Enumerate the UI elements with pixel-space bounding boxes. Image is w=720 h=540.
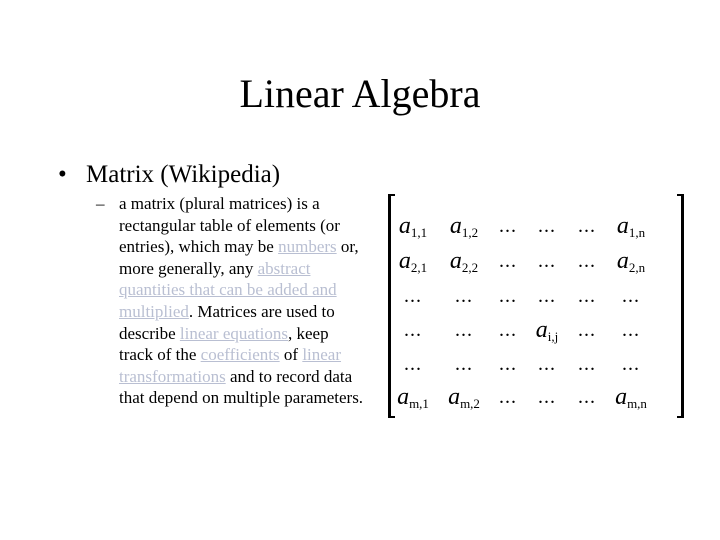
- bullet-text: Matrix (Wikipedia): [86, 161, 281, 188]
- matrix-ellipsis: ...: [538, 353, 556, 375]
- matrix-ellipsis: ...: [538, 215, 556, 237]
- definition-segment: and to record data that depend on multiple parameters.: [119, 366, 364, 408]
- matrix-figure: [388, 194, 684, 418]
- matrix-element: $a_{1,n}$: [616, 213, 646, 240]
- matrix-element: $a_{m,n}$: [615, 384, 647, 411]
- matrix-element: $a_{2,2}$: [449, 248, 479, 275]
- definition-segment: or, more generally, any: [119, 237, 359, 278]
- definition-text: [119, 193, 366, 409]
- wiki-link[interactable]: linear transformations: [119, 345, 342, 386]
- matrix-ellipsis: ...: [455, 285, 473, 307]
- matrix-ellipsis: ...: [538, 386, 556, 408]
- matrix-ellipsis: ...: [578, 319, 596, 341]
- matrix-ellipsis: ...: [499, 353, 517, 375]
- matrix-ellipsis: ...: [499, 319, 517, 341]
- wiki-link[interactable]: numbers: [278, 237, 337, 257]
- matrix-ellipsis: ...: [455, 319, 473, 341]
- sub-bullet-marker: –: [96, 194, 105, 213]
- matrix-element: $a_{2,1}$: [398, 248, 428, 275]
- matrix-ellipsis: ...: [499, 285, 517, 307]
- matrix-ellipsis: ...: [538, 250, 556, 272]
- matrix-ellipsis: ...: [578, 285, 596, 307]
- bullet-matrix: [58, 160, 280, 190]
- matrix-ellipsis: ...: [499, 215, 517, 237]
- slide-title: Linear Algebra: [239, 71, 481, 116]
- matrix-ellipsis: ...: [404, 285, 422, 307]
- sub-bullet-definition: [96, 193, 366, 409]
- matrix-ellipsis: ...: [578, 250, 596, 272]
- wiki-link[interactable]: linear equations: [179, 323, 288, 343]
- matrix-ellipsis: ...: [538, 285, 556, 307]
- matrix-ellipsis: ...: [404, 353, 422, 375]
- matrix-ellipsis: ...: [499, 386, 517, 408]
- matrix-element: $a_{2,n}$: [616, 248, 646, 275]
- matrix-element: $a_{m,1}$: [397, 384, 429, 411]
- matrix-right-bracket: [677, 194, 684, 418]
- wiki-link[interactable]: coefficients: [200, 345, 280, 365]
- bullet-marker: •: [58, 161, 67, 188]
- matrix-ellipsis: ...: [578, 353, 596, 375]
- matrix-element: $a_{1,1}$: [398, 213, 428, 240]
- matrix-ellipsis: ...: [578, 215, 596, 237]
- wiki-link[interactable]: abstract quantities that can be added and multiplied: [119, 258, 337, 321]
- matrix-ellipsis: ...: [622, 285, 640, 307]
- definition-segment: , keep track of the: [119, 323, 329, 365]
- definition-segment: of: [279, 345, 303, 365]
- matrix-element: $a_{m,2}$: [448, 384, 480, 411]
- matrix-ellipsis: ...: [578, 386, 596, 408]
- matrix-ellipsis: ...: [622, 353, 640, 375]
- matrix-ellipsis: ...: [455, 353, 473, 375]
- definition-segment: . Matrices are used to describe: [119, 301, 335, 343]
- matrix-element: $a_{1,2}$: [449, 213, 479, 240]
- matrix-ellipsis: ...: [404, 319, 422, 341]
- matrix-ellipsis: ...: [499, 250, 517, 272]
- definition-segment: a matrix (plural matrices) is a rectangular table of elements (or entries), which may be: [119, 194, 340, 257]
- matrix-ellipsis: ...: [622, 319, 640, 341]
- matrix-element: $a_{i,j}$: [535, 317, 559, 344]
